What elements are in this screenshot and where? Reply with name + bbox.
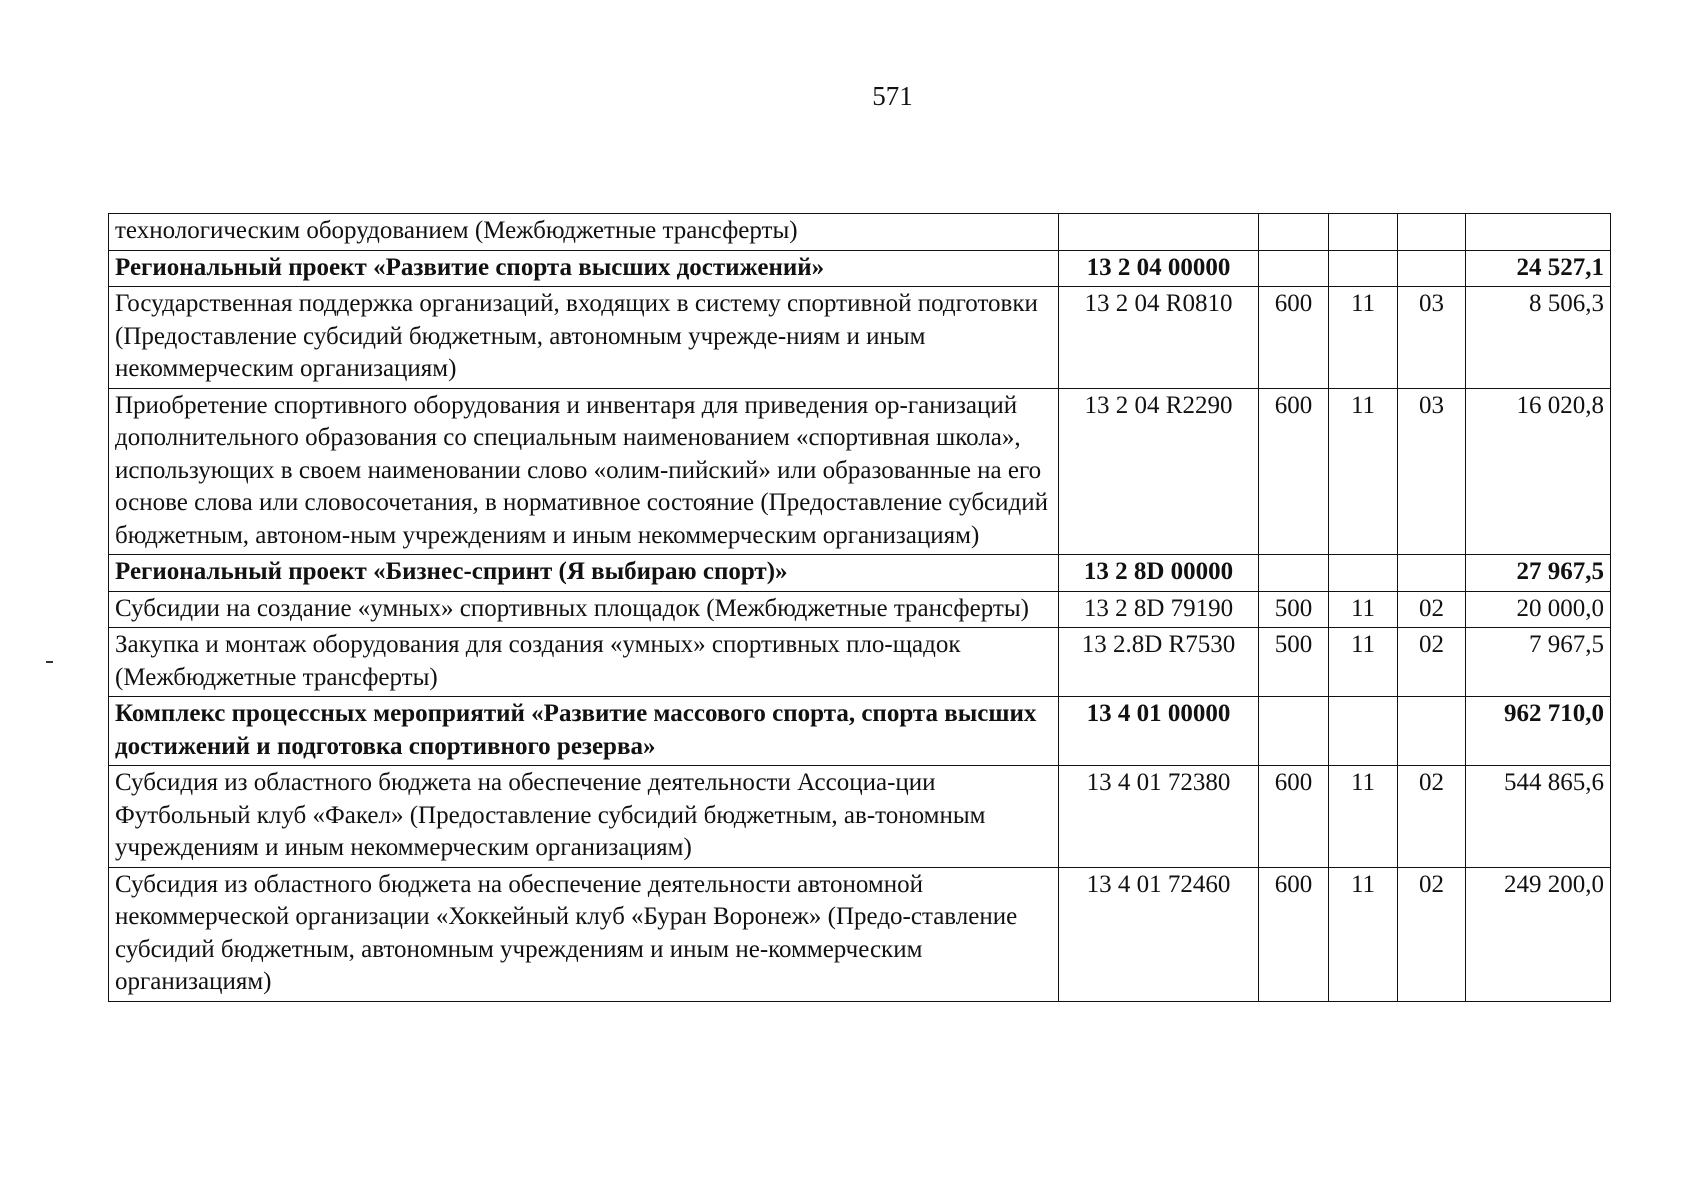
row-name: Региональный проект «Развитие спорта высших достижений»: [109, 250, 1059, 287]
row-code: 13 4 01 00000: [1059, 697, 1259, 766]
table-row: [109, 697, 1611, 766]
row-code: 13 2 04 00000: [1059, 250, 1259, 287]
row-pr: [1398, 250, 1466, 287]
row-vr: [1259, 214, 1329, 251]
row-code: 13 4 01 72380: [1059, 766, 1259, 868]
table-row: [109, 555, 1611, 592]
row-rz: 11: [1329, 867, 1398, 1001]
row-rz: [1329, 697, 1398, 766]
row-sum: 249 200,0: [1466, 867, 1611, 1001]
table-row: [109, 214, 1611, 251]
row-vr: 500: [1259, 628, 1329, 697]
row-pr: 02: [1398, 591, 1466, 628]
row-pr: 03: [1398, 388, 1466, 555]
row-name: Приобретение спортивного оборудования и инвентаря для приведения ор-ганизаций дополнительного образования со специальным наименованием «спортивная школа», использующих в своем наименовании слово «олим-пийский» или образованные на его основе слова или словосочетания, в нормативное состояние (Предоставление субсидий бюджетным, автоном-ным учреждениям и иным некоммерческим организациям): [109, 388, 1059, 555]
page-number: 571: [872, 81, 913, 111]
row-rz: 11: [1329, 628, 1398, 697]
row-vr: 600: [1259, 287, 1329, 389]
row-pr: 02: [1398, 628, 1466, 697]
row-name: Субсидии на создание «умных» спортивных площадок (Межбюджетные трансферты): [109, 591, 1059, 628]
row-sum: 27 967,5: [1466, 555, 1611, 592]
row-code: 13 2 04 R0810: [1059, 287, 1259, 389]
row-rz: 11: [1329, 766, 1398, 868]
row-name: Государственная поддержка организаций, входящих в систему спортивной подготовки (Предоставление субсидий бюджетным, автономным учрежде-ниям и иным некоммерческим организациям): [109, 287, 1059, 389]
row-pr: [1398, 555, 1466, 592]
row-rz: [1329, 214, 1398, 251]
row-name: Субсидия из областного бюджета на обеспечение деятельности Ассоциа-ции Футбольный клуб «Факел» (Предоставление субсидий бюджетным, ав-тономным учреждениям и иным некоммерческим организациям): [109, 766, 1059, 868]
row-code: 13 2 8D 79190: [1059, 591, 1259, 628]
row-name: Региональный проект «Бизнес-спринт (Я выбираю спорт)»: [109, 555, 1059, 592]
table-row: [109, 287, 1611, 389]
table-row: [109, 766, 1611, 868]
row-pr: 02: [1398, 766, 1466, 868]
row-rz: [1329, 250, 1398, 287]
row-code: [1059, 214, 1259, 251]
row-pr: [1398, 697, 1466, 766]
table-row: [109, 628, 1611, 697]
row-vr: [1259, 697, 1329, 766]
row-rz: 11: [1329, 388, 1398, 555]
row-name: технологическим оборудованием (Межбюджетные трансферты): [109, 214, 1059, 251]
row-sum: 7 967,5: [1466, 628, 1611, 697]
row-rz: 11: [1329, 287, 1398, 389]
row-code: 13 2 04 R2290: [1059, 388, 1259, 555]
row-name: Закупка и монтаж оборудования для создания «умных» спортивных пло-щадок (Межбюджетные трансферты): [109, 628, 1059, 697]
budget-table-body: [109, 214, 1611, 1002]
row-pr: [1398, 214, 1466, 251]
row-sum: [1466, 214, 1611, 251]
stray-mark: [46, 661, 53, 663]
row-code: 13 4 01 72460: [1059, 867, 1259, 1001]
row-name: Субсидия из областного бюджета на обеспечение деятельности автономной некоммерческой организации «Хоккейный клуб «Буран Воронеж» (Предо-ставление субсидий бюджетным, автономным учреждениям и иным не-коммерческим организациям): [109, 867, 1059, 1001]
row-name: Комплекс процессных мероприятий «Развитие массового спорта, спорта высших достижений и подготовка спортивного резерва»: [109, 697, 1059, 766]
row-code: 13 2.8D R7530: [1059, 628, 1259, 697]
table-row: [109, 250, 1611, 287]
row-vr: [1259, 250, 1329, 287]
row-rz: 11: [1329, 591, 1398, 628]
row-sum: 962 710,0: [1466, 697, 1611, 766]
row-sum: 16 020,8: [1466, 388, 1611, 555]
row-vr: [1259, 555, 1329, 592]
row-sum: 544 865,6: [1466, 766, 1611, 868]
row-vr: 600: [1259, 388, 1329, 555]
table-row: [109, 591, 1611, 628]
row-vr: 600: [1259, 766, 1329, 868]
budget-table: [108, 213, 1611, 1002]
row-pr: 02: [1398, 867, 1466, 1001]
row-vr: 600: [1259, 867, 1329, 1001]
row-code: 13 2 8D 00000: [1059, 555, 1259, 592]
row-vr: 500: [1259, 591, 1329, 628]
row-sum: 24 527,1: [1466, 250, 1611, 287]
row-sum: 20 000,0: [1466, 591, 1611, 628]
table-row: [109, 867, 1611, 1001]
table-row: [109, 388, 1611, 555]
row-pr: 03: [1398, 287, 1466, 389]
row-rz: [1329, 555, 1398, 592]
row-sum: 8 506,3: [1466, 287, 1611, 389]
